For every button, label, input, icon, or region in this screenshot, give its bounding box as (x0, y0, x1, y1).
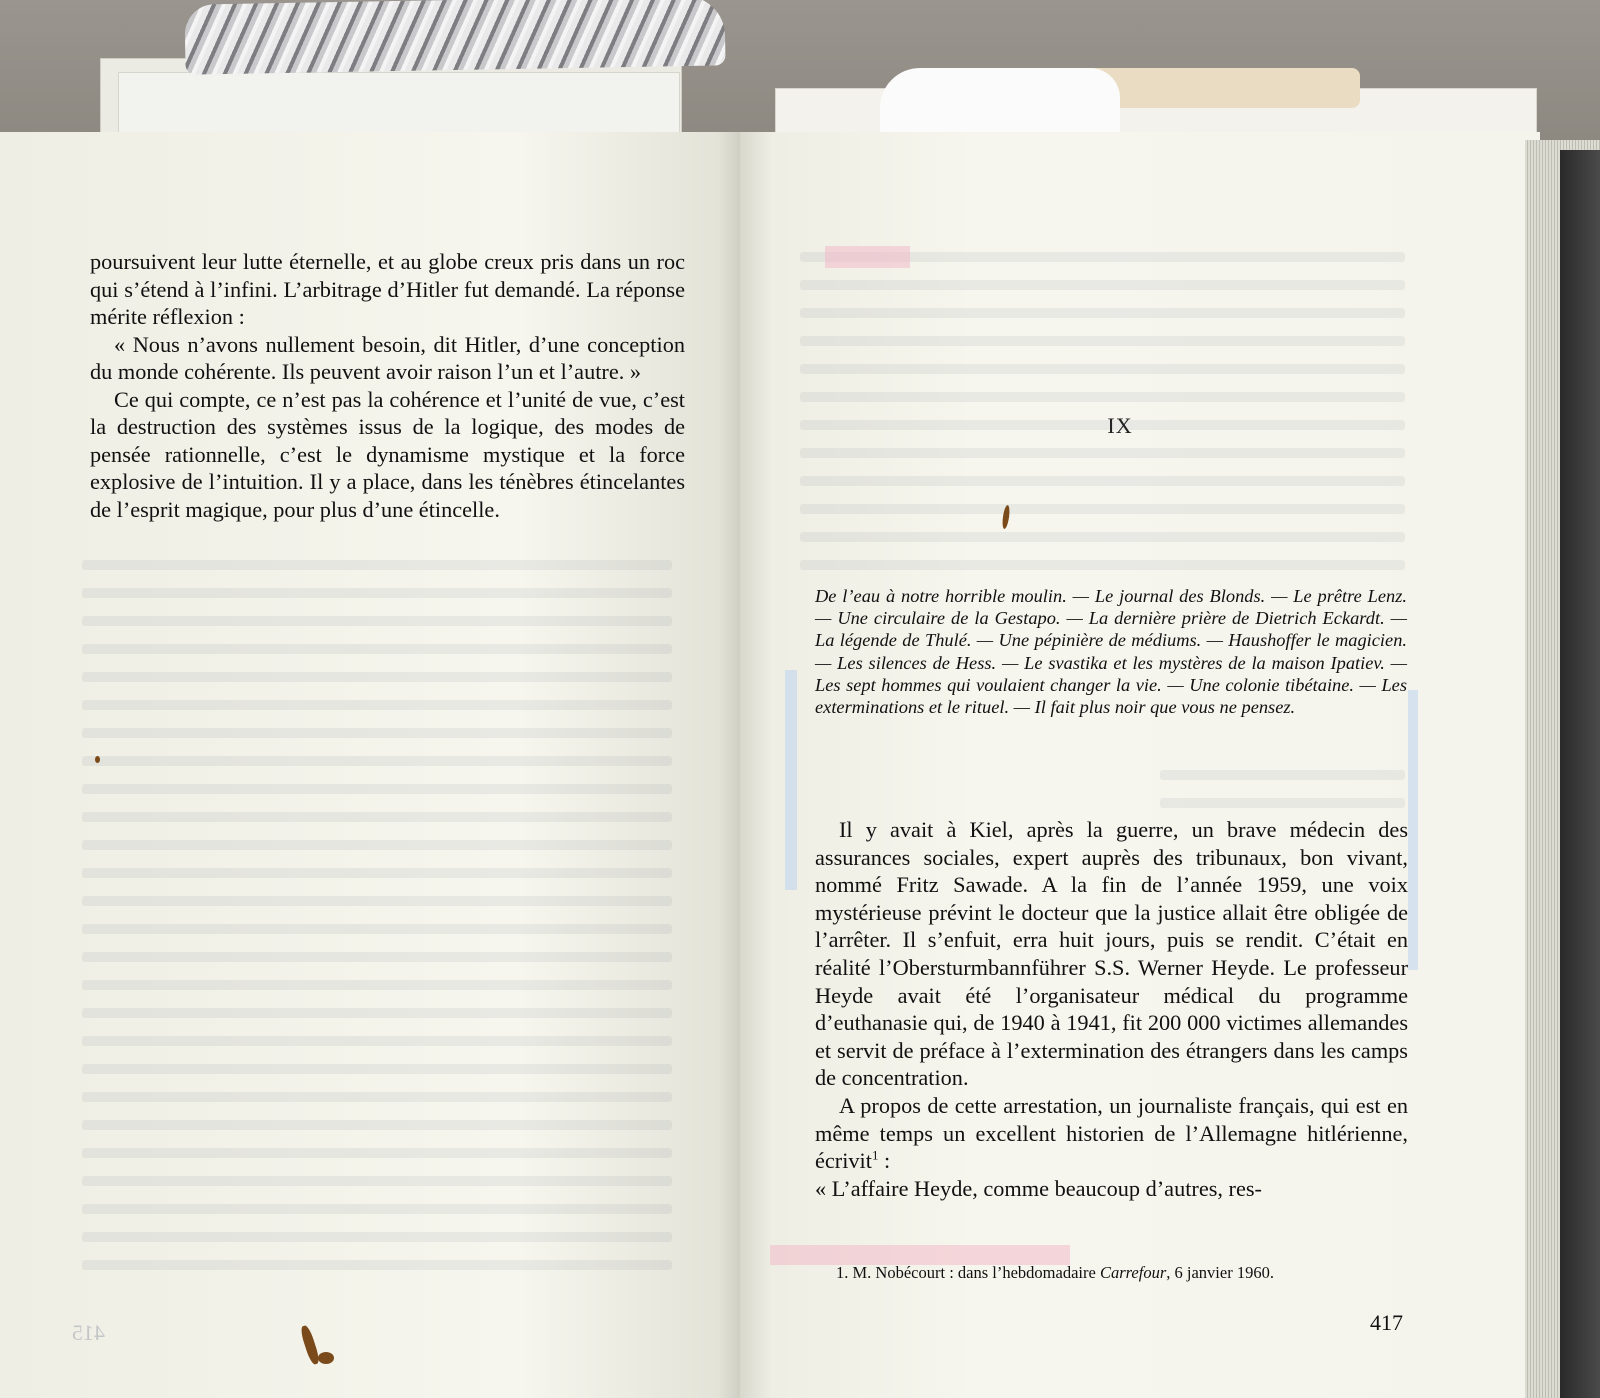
footnote (836, 1263, 1396, 1283)
chapter-summary: De l’eau à notre horrible moulin. — Le journal des Blonds. — Le prêtre Lenz. — Une circulaire de la Gestapo. — La dernière prière de Dietrich Eckardt. — La légende de Thulé. — Une pépinière de médiums. — Haushoffer le magicien. — Les silences de Hess. — Le svastika et les mystères de la maison Ipatiev. — Les sept hommes qui voulaient changer la vie. — Une colonie tibétaine. — Les exterminations et le rituel. — Il fait plus noir que vous ne pensez. (815, 586, 1407, 718)
right-page (740, 132, 1540, 1398)
right-page-text (815, 816, 1408, 1202)
left-paragraph-3: Ce qui compte, ce n’est pas la cohérence et l’unité de vue, c’est la destruction des systèmes issus de la logique, des modes de pensée rationnelle, c’est le dynamisme mystique et la force explosive de l’intuition. Il y a place, dans les ténèbres étincelantes de l’esprit magique, pour plus d’une étincelle. (90, 386, 685, 522)
right-paragraph-2-end: : (878, 1148, 891, 1174)
blue-highlight-mark-right (1408, 690, 1418, 970)
page-number: 417 (1370, 1310, 1403, 1335)
footnote-publication: Carrefour (1099, 1263, 1167, 1282)
right-paragraph-2-text: A propos de cette arrestation, un journaliste français, qui est en même temps un excellent historien de l’Allemagne hitlérienne, écrivit (815, 1092, 1408, 1174)
footnote-date: , 6 janvier 1960. (1166, 1263, 1274, 1282)
tissue-paper (880, 68, 1120, 138)
left-paragraph-1: poursuivent leur lutte éternelle, et au globe creux pris dans un roc qui s’étend à l’infini. L’arbitrage d’Hitler fut demandé. La réponse mérite réflexion : (90, 249, 685, 329)
small-stain (95, 756, 100, 763)
footnote-text: M. Nobécourt : dans l’hebdomadaire (852, 1263, 1096, 1282)
footnote-number: 1. (836, 1263, 849, 1282)
right-paragraph-1: Il y avait à Kiel, après la guerre, un brave médecin des assurances sociales, expert auprès des tribunaux, bon vivant, nommé Fritz Sawade. A la fin de l’année 1959, une voix mystérieuse prévint le docteur que la justice allait être obligée de l’arrêter. Il s’enfuit, erra huit jours, puis se rendit. C’était en réalité l’Obersturmbannführer S.S. Werner Heyde. Le professeur Heyde avait été l’organisateur médical du programme d’euthanasie qui, de 1940 à 1941, fit 200 000 victimes allemandes et servit de préface à l’extermination des étrangers dans les camps de concentration. (815, 817, 1408, 1091)
brown-stain-spot (318, 1352, 334, 1364)
blue-highlight-mark (785, 670, 797, 890)
chapter-heading: IX (1107, 413, 1133, 438)
right-paragraph-2 (815, 1092, 1408, 1175)
pink-highlight-mark-bottom (770, 1245, 1070, 1265)
aluminium-foil (184, 0, 725, 75)
left-page-number-bleed: 415 (72, 1320, 105, 1345)
right-paragraph-3: « L’affaire Heyde, comme beaucoup d’autres, res- (815, 1175, 1262, 1201)
left-paragraph-2: « Nous n’avons nullement besoin, dit Hitler, d’une conception du monde cohérente. Ils peuvent avoir raison l’un et l’autre. » (90, 331, 685, 384)
left-page-text (90, 248, 685, 523)
book-cover-edge (1560, 150, 1600, 1398)
footnote-reference[interactable]: 1 (871, 1147, 879, 1163)
pink-highlight-mark (825, 246, 910, 268)
